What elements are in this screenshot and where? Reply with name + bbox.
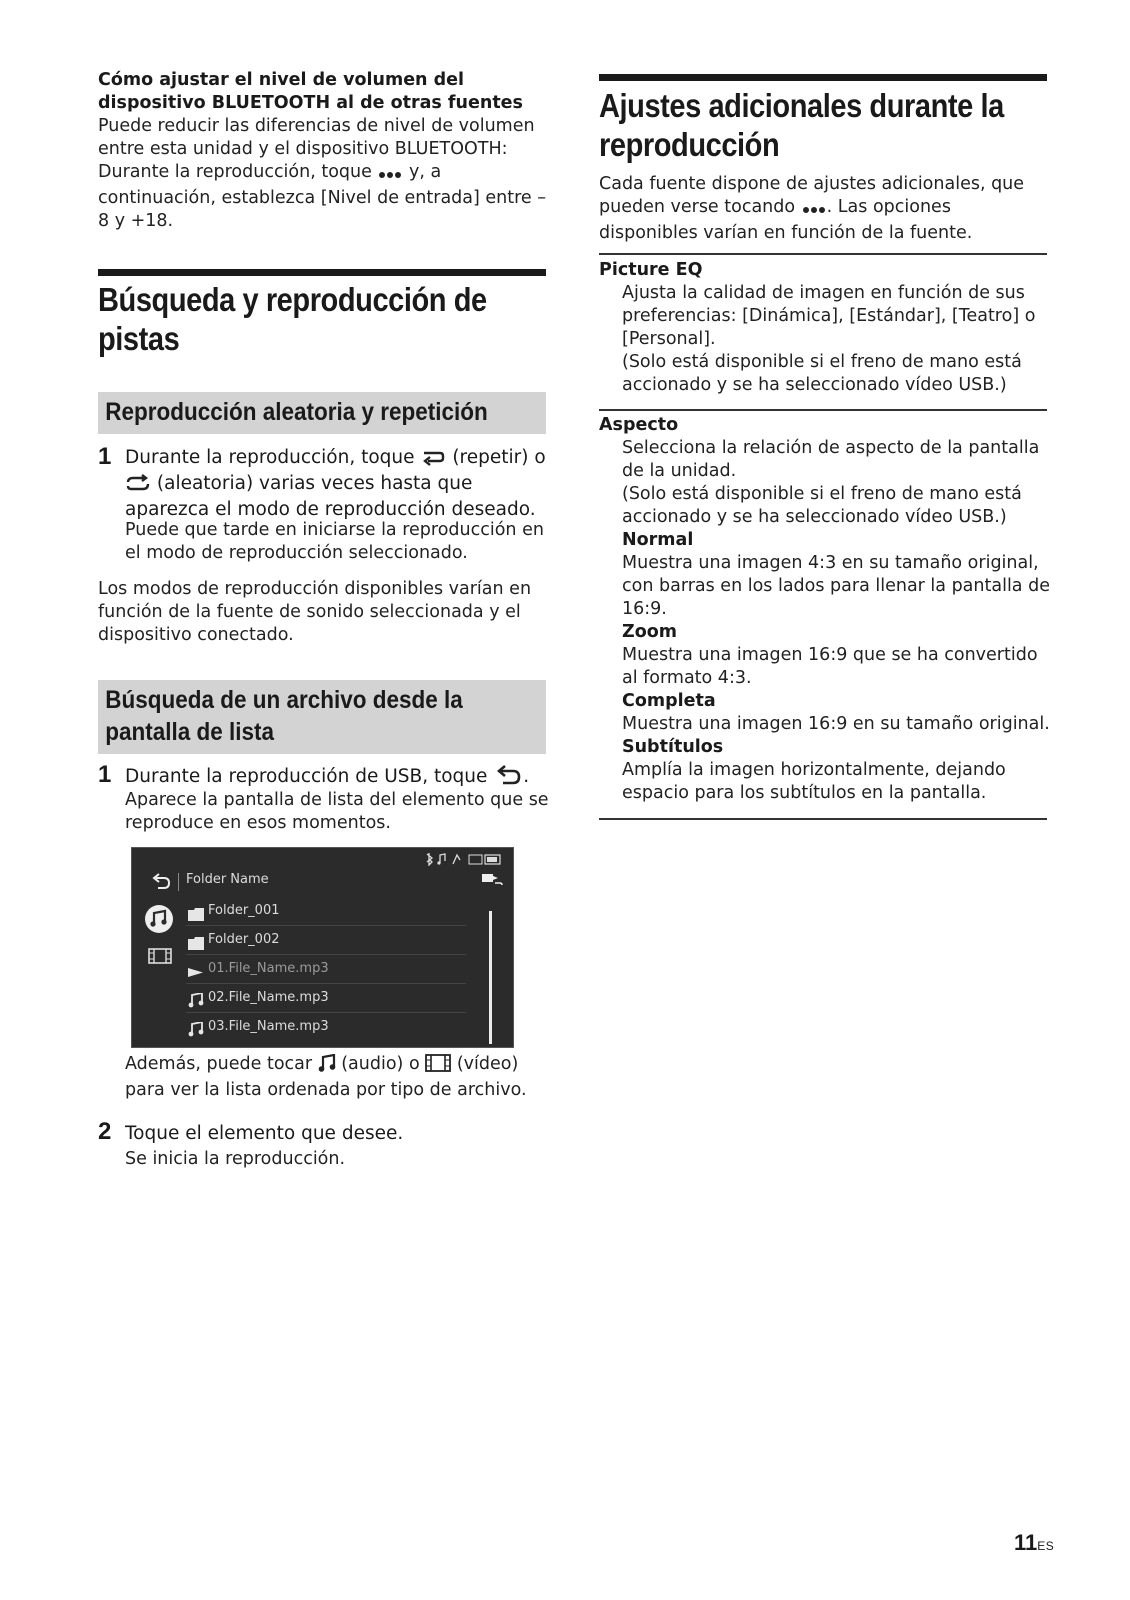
bt-body-part2: y, a continuación, establezca [Nivel de entrada] entre –8 y +18. bbox=[98, 162, 546, 231]
shuffle-icon bbox=[125, 474, 151, 498]
shuffle-repeat-step1 bbox=[125, 446, 550, 521]
file-search-step1-note: Aparece la pantalla de lista del elemento que se reproduce en esos momentos. bbox=[125, 790, 549, 833]
screen-audio-tab-icon[interactable] bbox=[144, 904, 174, 938]
bluetooth-volume-body bbox=[98, 115, 546, 233]
list-item-label: Folder_002 bbox=[208, 932, 280, 947]
page-number bbox=[1014, 1530, 1054, 1556]
screen-folder-name: Folder Name bbox=[186, 872, 269, 887]
page-language: ES bbox=[1037, 1539, 1055, 1553]
zoom-body: Muestra una imagen 16:9 que se ha convertido al formato 4:3. bbox=[622, 645, 1038, 688]
intro-part-a: Cada fuente dispone de ajustes adicionales, que pueden verse tocando bbox=[599, 174, 1025, 217]
additional-settings-intro bbox=[599, 173, 1047, 245]
list-item[interactable] bbox=[186, 1012, 466, 1041]
step1-part-b: (repetir) o bbox=[452, 447, 546, 468]
subtitulos-body: Amplía la imagen horizontalmente, dejando espacio para los subtítulos en la pantalla. bbox=[622, 760, 1006, 803]
additional-settings-title: Ajustes adicionales durante la reproducción bbox=[599, 87, 1004, 163]
search-playback-title: Búsqueda y reproducción de pistas bbox=[98, 281, 487, 357]
more-options-icon bbox=[801, 199, 827, 222]
divider bbox=[599, 818, 1047, 820]
divider bbox=[599, 253, 1047, 255]
file-search-step1-text: Durante la reproducción de USB, toque bbox=[125, 766, 488, 787]
shuffle-repeat-heading: Reproducción aleatoria y repetición bbox=[105, 398, 488, 426]
screen-video-tab-icon[interactable] bbox=[148, 948, 172, 968]
list-screen-image bbox=[131, 847, 514, 1048]
zoom-term: Zoom bbox=[622, 622, 677, 642]
picture-eq-body: Ajusta la calidad de imagen en función de sus preferencias: [Dinámica], [Estándar], [Teatro] o [Personal]. bbox=[622, 283, 1036, 349]
subtitulos-term: Subtítulos bbox=[622, 737, 724, 757]
normal-body: Muestra una imagen 4:3 en su tamaño original, con barras en los lados para llenar la pantalla de 16:9. bbox=[622, 553, 1050, 619]
screen-video-back-icon[interactable] bbox=[481, 872, 503, 892]
file-search-step2: Toque el elemento que desee. bbox=[125, 1123, 404, 1144]
aspecto-body: Selecciona la relación de aspecto de la pantalla de la unidad. bbox=[622, 438, 1040, 481]
list-item-label: 01.File_Name.mp3 bbox=[208, 961, 329, 976]
shuffle-repeat-heading-box bbox=[98, 392, 546, 434]
aspecto-term: Aspecto bbox=[599, 415, 679, 435]
repeat-icon bbox=[420, 448, 446, 472]
header-divider bbox=[178, 873, 179, 891]
list-item[interactable] bbox=[186, 896, 466, 926]
back-icon bbox=[493, 765, 523, 791]
intro-part-b: . Las opciones disponibles varían en función de la fuente. bbox=[599, 197, 973, 243]
list-item[interactable] bbox=[186, 983, 466, 1013]
divider bbox=[599, 409, 1047, 411]
music-note-icon bbox=[188, 1019, 204, 1048]
more-options-icon bbox=[377, 164, 403, 187]
picture-eq-term: Picture EQ bbox=[599, 260, 703, 280]
shuffle-repeat-step1-note: Puede que tarde en iniciarse la reproducción en el modo de reproducción seleccionado. bbox=[125, 520, 544, 563]
step-number: 2 bbox=[98, 1118, 112, 1145]
completa-term: Completa bbox=[622, 691, 716, 711]
list-item-label: Folder_001 bbox=[208, 903, 280, 918]
audio-video-filter-text bbox=[125, 1053, 550, 1102]
normal-term: Normal bbox=[622, 530, 694, 550]
filter-text-a: Además, puede tocar bbox=[125, 1054, 313, 1074]
completa-body: Muestra una imagen 16:9 en su tamaño original. bbox=[622, 714, 1050, 734]
list-item-label: 02.File_Name.mp3 bbox=[208, 990, 329, 1005]
filter-text-b: (audio) o bbox=[341, 1054, 420, 1074]
picture-eq-note: (Solo está disponible si el freno de mano está accionado y se ha seleccionado vídeo USB.) bbox=[622, 352, 1022, 395]
bluetooth-volume-heading: Cómo ajustar el nivel de volumen del dispositivo BLUETOOTH al de otras fuentes bbox=[98, 70, 523, 113]
file-search-heading-box bbox=[98, 680, 546, 754]
bt-body-part1: Puede reducir las diferencias de nivel de volumen entre esta unidad y el dispositivo BLUETOOTH: Durante la reproducción, toque bbox=[98, 116, 535, 182]
section-rule bbox=[98, 269, 546, 276]
music-note-icon bbox=[318, 1054, 336, 1079]
file-search-step2-note: Se inicia la reproducción. bbox=[125, 1149, 346, 1169]
status-bar-icons bbox=[423, 851, 503, 870]
section-rule bbox=[599, 74, 1047, 81]
step-number: 1 bbox=[98, 443, 112, 470]
step1-part-c: (aleatoria) varias veces hasta que aparezca el modo de reproducción deseado. bbox=[125, 473, 536, 520]
page-number-value: 11 bbox=[1014, 1530, 1038, 1555]
list-item-label: 03.File_Name.mp3 bbox=[208, 1019, 329, 1034]
filter-text-c: (vídeo) para ver la lista ordenada por tipo de archivo. bbox=[125, 1054, 527, 1100]
file-search-heading: Búsqueda de un archivo desde la pantalla de lista bbox=[105, 686, 463, 746]
playback-modes-paragraph: Los modos de reproducción disponibles varían en función de la fuente de sonido seleccionada y el dispositivo conectado. bbox=[98, 579, 532, 645]
list-scrollbar[interactable] bbox=[489, 911, 492, 1044]
file-search-step1: Durante la reproducción de USB, toque . bbox=[125, 765, 550, 791]
step1-part-a: Durante la reproducción, toque bbox=[125, 447, 415, 468]
list-item[interactable] bbox=[186, 925, 466, 955]
aspecto-note: (Solo está disponible si el freno de mano está accionado y se ha seleccionado vídeo USB.) bbox=[622, 484, 1022, 527]
list-item[interactable] bbox=[186, 954, 466, 984]
step-number: 1 bbox=[98, 761, 112, 788]
screen-back-icon[interactable] bbox=[150, 873, 172, 893]
film-icon bbox=[425, 1054, 451, 1079]
